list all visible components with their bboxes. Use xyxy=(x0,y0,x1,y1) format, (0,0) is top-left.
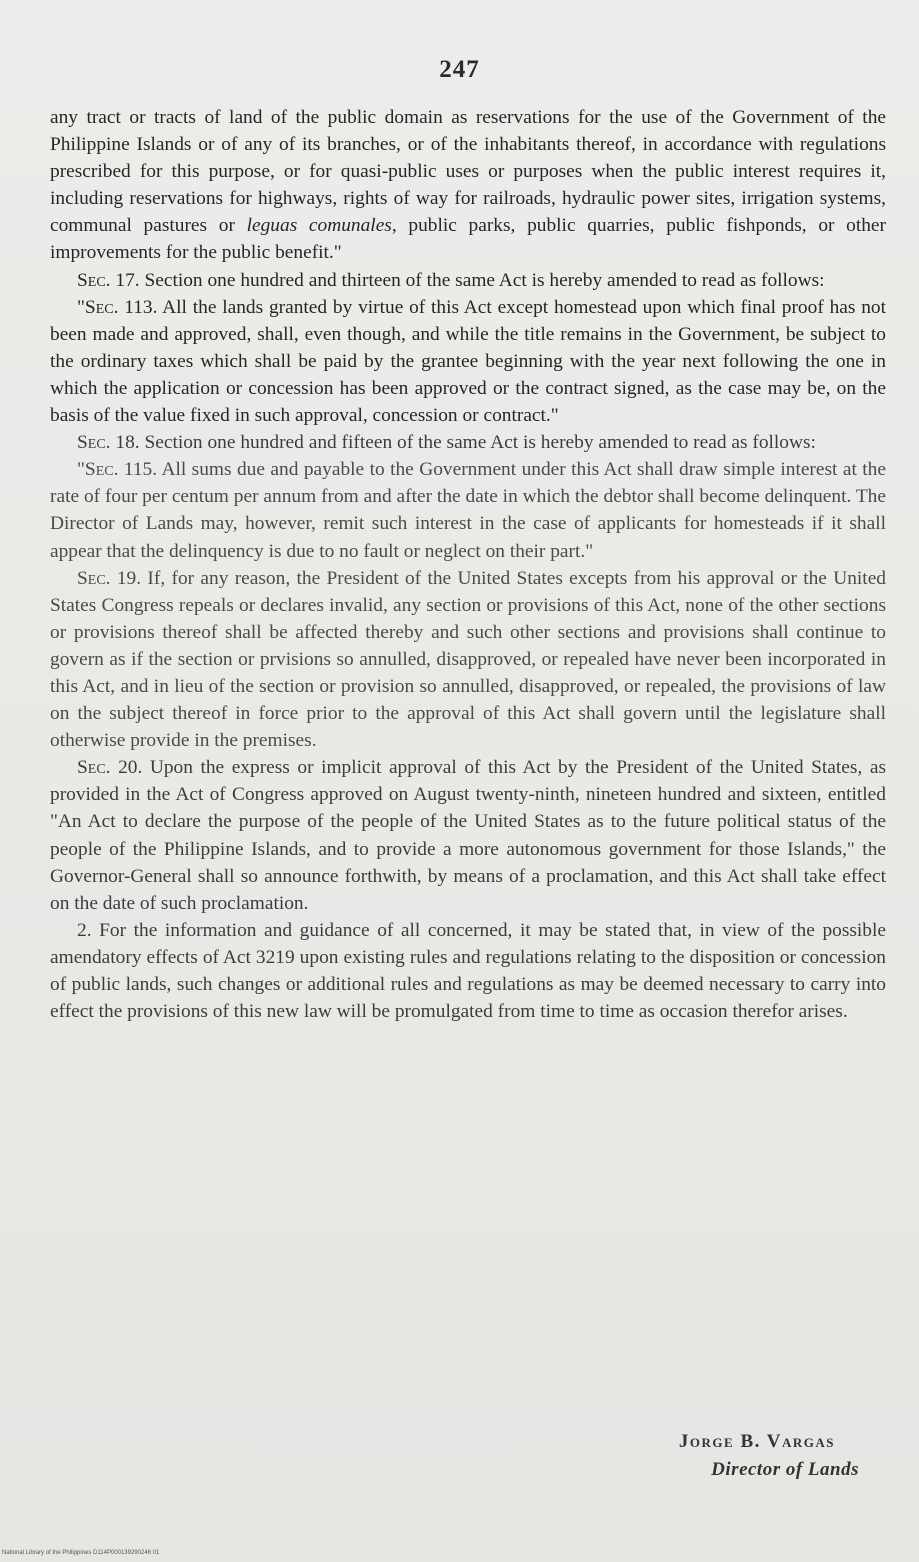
paragraph-sec-18 xyxy=(50,429,886,456)
paragraph-item-2 xyxy=(50,917,886,1025)
paragraph-sec-115 xyxy=(50,456,886,564)
paragraph-text: 113. All the lands granted by virtue of this Act except homestead upon which final proof has not been made and approved, shall, even though, and while the title remains in the Government, be subject to the ordinary taxes which shall be paid by the grantee beginning with the year next following the one in which the application or concession has been approved or the contract signed, as the case may be, on the basis of the value fixed in such approval, concession or contract." xyxy=(50,296,886,427)
archive-footer-stamp: National Library of the Philippines D114P000139290246 01 xyxy=(2,1550,160,1556)
paragraph-text-tail: , public parks, public quarries, public fishponds, or other improvements for the public benefit." xyxy=(50,215,887,264)
paragraph-text: any tract or tracts of land of the public domain as reservations for the use of the Government of the Philippine Islands or of any of its branches, or of the inhabitants thereof, in accordance with regulations prescribed for this purpose, or for quasi-public uses or purposes when the public interest requires it, including reservations for highways, rights of way for railroads, hydraulic power sites, irrigation systems, communal pastures or xyxy=(50,107,886,237)
section-lead: "Sec. xyxy=(77,296,119,318)
paragraph-sec-20 xyxy=(50,754,886,917)
paragraph-text: 115. All sums due and payable to the Government under this Act shall draw simple interest at the rate of four per centum per annum from and after the date in which the debtor shall become delinquent. The Director of Lands may, however, remit such interest in the case of applicants for homesteads if it shall appear that the delinquency is due to no fault or neglect on their part." xyxy=(50,459,886,562)
paragraph-text: 2. For the information and guidance of all concerned, it may be stated that, in view of the possible amendatory effects of Act 3219 upon existing rules and regulations relating to the disposition or concession of public lands, such changes or additional rules and regulations as may be deemed necessary to carry into effect the provisions of this new law will be promulgated from time to time as occasion therefor arises. xyxy=(50,919,886,1023)
signatory-name: Jorge B. Vargas xyxy=(678,1431,835,1452)
section-lead: Sec. xyxy=(77,269,111,291)
paragraph-text: 19. If, for any reason, the President of the United States excepts from his approval or the United States Congress repeals or declares invalid, any section or provisions of this Act, none of the other sections or provisions thereof shall be affected thereby and such other sections and provisions shall continue to govern as if the section or prvisions so annulled, disapproved, or repealed have never been incorporated in this Act, and in lieu of the section or provision so annulled, disapproved, or repealed, the provisions of law on the subject thereof in force prior to the approval of this Act shall govern until the legislature shall otherwise provide in the premises. xyxy=(50,567,886,752)
section-lead: Sec. xyxy=(77,432,111,454)
paragraph-continuation xyxy=(50,104,886,267)
section-lead: Sec. xyxy=(77,567,111,589)
page-number: 247 xyxy=(439,56,480,83)
paragraph-sec-113 xyxy=(50,294,886,429)
italic-term: leguas comunales xyxy=(246,215,392,237)
section-lead: Sec. xyxy=(77,757,111,779)
paragraph-sec-19 xyxy=(50,565,886,755)
signature-block xyxy=(679,1428,859,1484)
section-lead: "Sec. xyxy=(77,459,119,481)
paragraph-text: 18. Section one hundred and fifteen of the same Act is hereby amended to read as follows: xyxy=(110,432,816,454)
paragraph-text: 20. Upon the express or implicit approval of this Act by the President of the United States, as provided in the Act of Congress approved on August twenty-ninth, nineteen hundred and sixteen, entitled "An Act to declare the purpose of the people of the United States as to the future political status of the people of the Philippine Islands, and to provide a more autonomous government for those Islands," the Governor-General shall so announce forthwith, by means of a proclamation, and this Act shall take effect on the date of such proclamation. xyxy=(50,757,886,914)
body-text xyxy=(50,104,886,1025)
paragraph-text: 17. Section one hundred and thirteen of the same Act is hereby amended to read as follows: xyxy=(110,269,825,291)
signatory-title: Director of Lands xyxy=(711,1459,859,1480)
paragraph-sec-17 xyxy=(50,267,886,294)
